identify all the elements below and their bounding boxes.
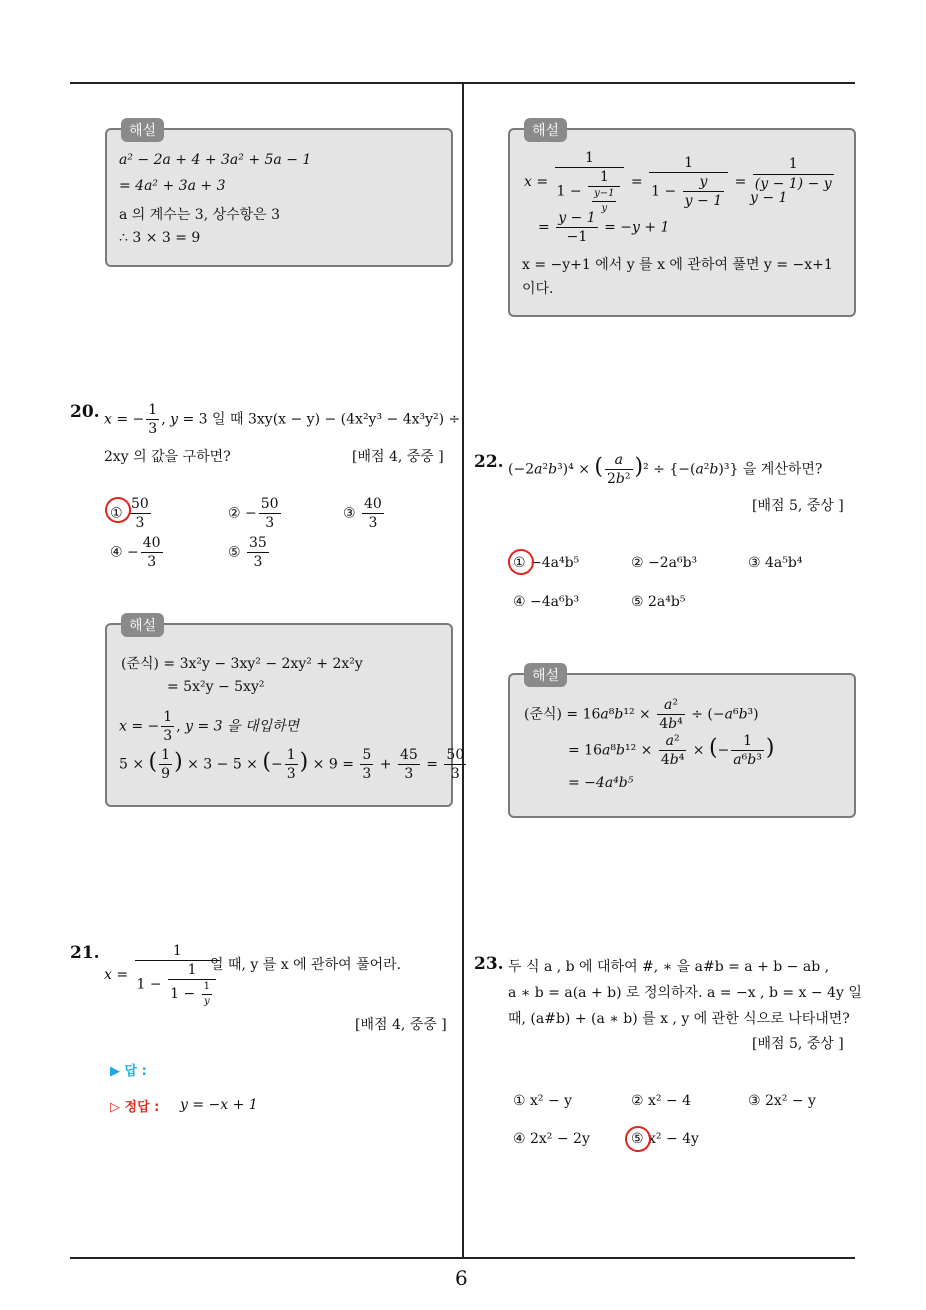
q20-line2: 2xy 의 값을 구하면? [104, 449, 231, 465]
q21-line1-tail: 일 때, y 를 x 에 관하여 풀어라. [210, 957, 402, 973]
sol21-line4: 이다. [522, 281, 554, 297]
q20-line1-tail: 일 때 3xy(x − y) − (4x²y³ − 4x³y²) ÷ [212, 411, 461, 428]
q20-choice-4[interactable]: ④ − $\frac{40}{3}$ [110, 535, 161, 571]
q20-score: [배점 4, 중중 ] [352, 449, 444, 465]
sol19-line2: = 4a² + 3a + 3 [119, 178, 226, 194]
q20-choice-1[interactable]: ① $\frac{50}{3}$ [110, 496, 149, 532]
q22-choice-4[interactable]: ④ −4a⁶b³ [513, 594, 580, 610]
q20-choice-5[interactable]: ⑤ $\frac{35}{3}$ [228, 535, 267, 571]
q21-correct-label: ▷ 정답 : [110, 1100, 160, 1115]
q20-choice-2[interactable]: ② − $\frac{50}{3}$ [228, 496, 279, 532]
q20-choice-3[interactable]: ③ $\frac{40}{3}$ [343, 496, 382, 532]
sol22-line2: = 16a⁸b¹² × $\frac{\text{a²}}{\text{4b⁴}}$ × (− $\frac{1}{\text{a⁶b³}}$ ) [568, 733, 775, 769]
q22-line1: (−2a²b³)⁴ × ( $\frac{a}{\text{2b²}}$ )² ÷ {−(a²b)³} 을 계산하면? [508, 452, 823, 488]
q23-choice-4[interactable]: ④ 2x² − 2y [513, 1131, 590, 1147]
q23-answer-mark [623, 1124, 654, 1155]
q23-number: 23. [474, 954, 504, 974]
solution-box-22 [508, 668, 856, 818]
q22-score: [배점 5, 중상 ] [752, 498, 844, 514]
q21-answer-label: ▶ 답 : [110, 1064, 147, 1079]
sol20-line2: = 5x²y − 5xy² [167, 679, 265, 695]
sol19-line3: a 의 계수는 3, 상수항은 3 [119, 207, 281, 223]
solution-tag: 해설 [121, 118, 164, 142]
q23-line2: a ∗ b = a(a + b) 로 정의하자. a = −x , b = x − 4y 일 [508, 985, 862, 1001]
q23-choice-2[interactable]: ② x² − 4 [631, 1093, 692, 1109]
q22-choice-1[interactable]: ① −4a⁴b⁵ [513, 555, 580, 571]
sol21-line1b: y − 1 [750, 190, 788, 206]
q20-number: 20. [70, 402, 100, 422]
q22-choice-2[interactable]: ② −2a⁶b³ [631, 555, 698, 571]
solution-tag: 해설 [121, 613, 164, 637]
solution-box-19 [105, 123, 453, 267]
q23-choice-1[interactable]: ① x² − y [513, 1093, 573, 1109]
q21-correct-value: y = −x + 1 [180, 1097, 258, 1113]
sol21-line1: x = 1 1 − $\frac{1}{\frac{y-1}{y}}$ = 1 1 − $\frac{y}{y - 1}$ = 1 (y − 1) − y [524, 150, 832, 214]
q22-choice-3[interactable]: ③ 4a⁵b⁴ [748, 555, 803, 571]
q22-number: 22. [474, 452, 504, 472]
sol19-line1: a² − 2a + 4 + 3a² + 5a − 1 [119, 152, 312, 168]
sol20-line1: (준식) = 3x²y − 3xy² − 2xy² + 2x²y [121, 656, 363, 672]
sol20-line3: x = − $\frac{1}{3}$ , y = 3 을 대입하면 [119, 709, 300, 745]
sol21-line2: = $\frac{y - 1}{-1}$ = −y + 1 [538, 210, 670, 246]
q23-score: [배점 5, 중상 ] [752, 1036, 844, 1052]
q21-score: [배점 4, 중중 ] [355, 1017, 447, 1033]
q22-choice-5[interactable]: ⑤ 2a⁴b⁵ [631, 594, 686, 610]
q23-line1: 두 식 a , b 에 대하여 #, ∗ 을 a#b = a + b − ab , [508, 959, 830, 975]
q22-answer-mark [506, 547, 537, 578]
solution-tag: 해설 [524, 118, 567, 142]
solution-tag: 해설 [524, 663, 567, 687]
sol19-line4: ∴ 3 × 3 = 9 [119, 230, 201, 246]
q21-number: 21. [70, 943, 100, 963]
q23-choice-3[interactable]: ③ 2x² − y [748, 1093, 816, 1109]
q23-choice-5[interactable]: ⑤ x² − 4y [631, 1131, 699, 1147]
sol21-line3: x = −y+1 에서 y 를 x 에 관하여 풀면 y = −x+1 [522, 257, 833, 273]
q20-line1: x = − $\frac{1}{3}$ , y = 3 일 때 3xy(x − y) − (4x²y³ − 4x³y²) ÷ [104, 402, 461, 438]
q21-line1: x = 1 1 − 1 1 − $\frac{1}{y}$ [104, 943, 222, 1007]
solution-box-21 [508, 123, 856, 317]
sol22-line3: = −4a⁴b⁵ [568, 775, 634, 791]
solution-box-20 [105, 618, 465, 807]
sol20-line4: 5 × ( $\frac{1}{9}$ ) × 3 − 5 × (− $\frac{1}{3}$ ) × 9 = $\frac{5}{3}$ + $\frac{45}{3}$ = $\frac{50}{3}$ [119, 747, 465, 783]
column-divider [462, 83, 464, 1258]
q23-line3: 때, (a#b) + (a ∗ b) 를 x , y 에 관한 식으로 나타내면? [508, 1011, 850, 1027]
bottom-rule [70, 1257, 855, 1259]
sol22-line1: (준식) = 16a⁸b¹² × $\frac{\text{a²}}{\text{4b⁴}}$ ÷ (−a⁶b³) [524, 697, 759, 733]
page-number: 6 [455, 1266, 468, 1290]
